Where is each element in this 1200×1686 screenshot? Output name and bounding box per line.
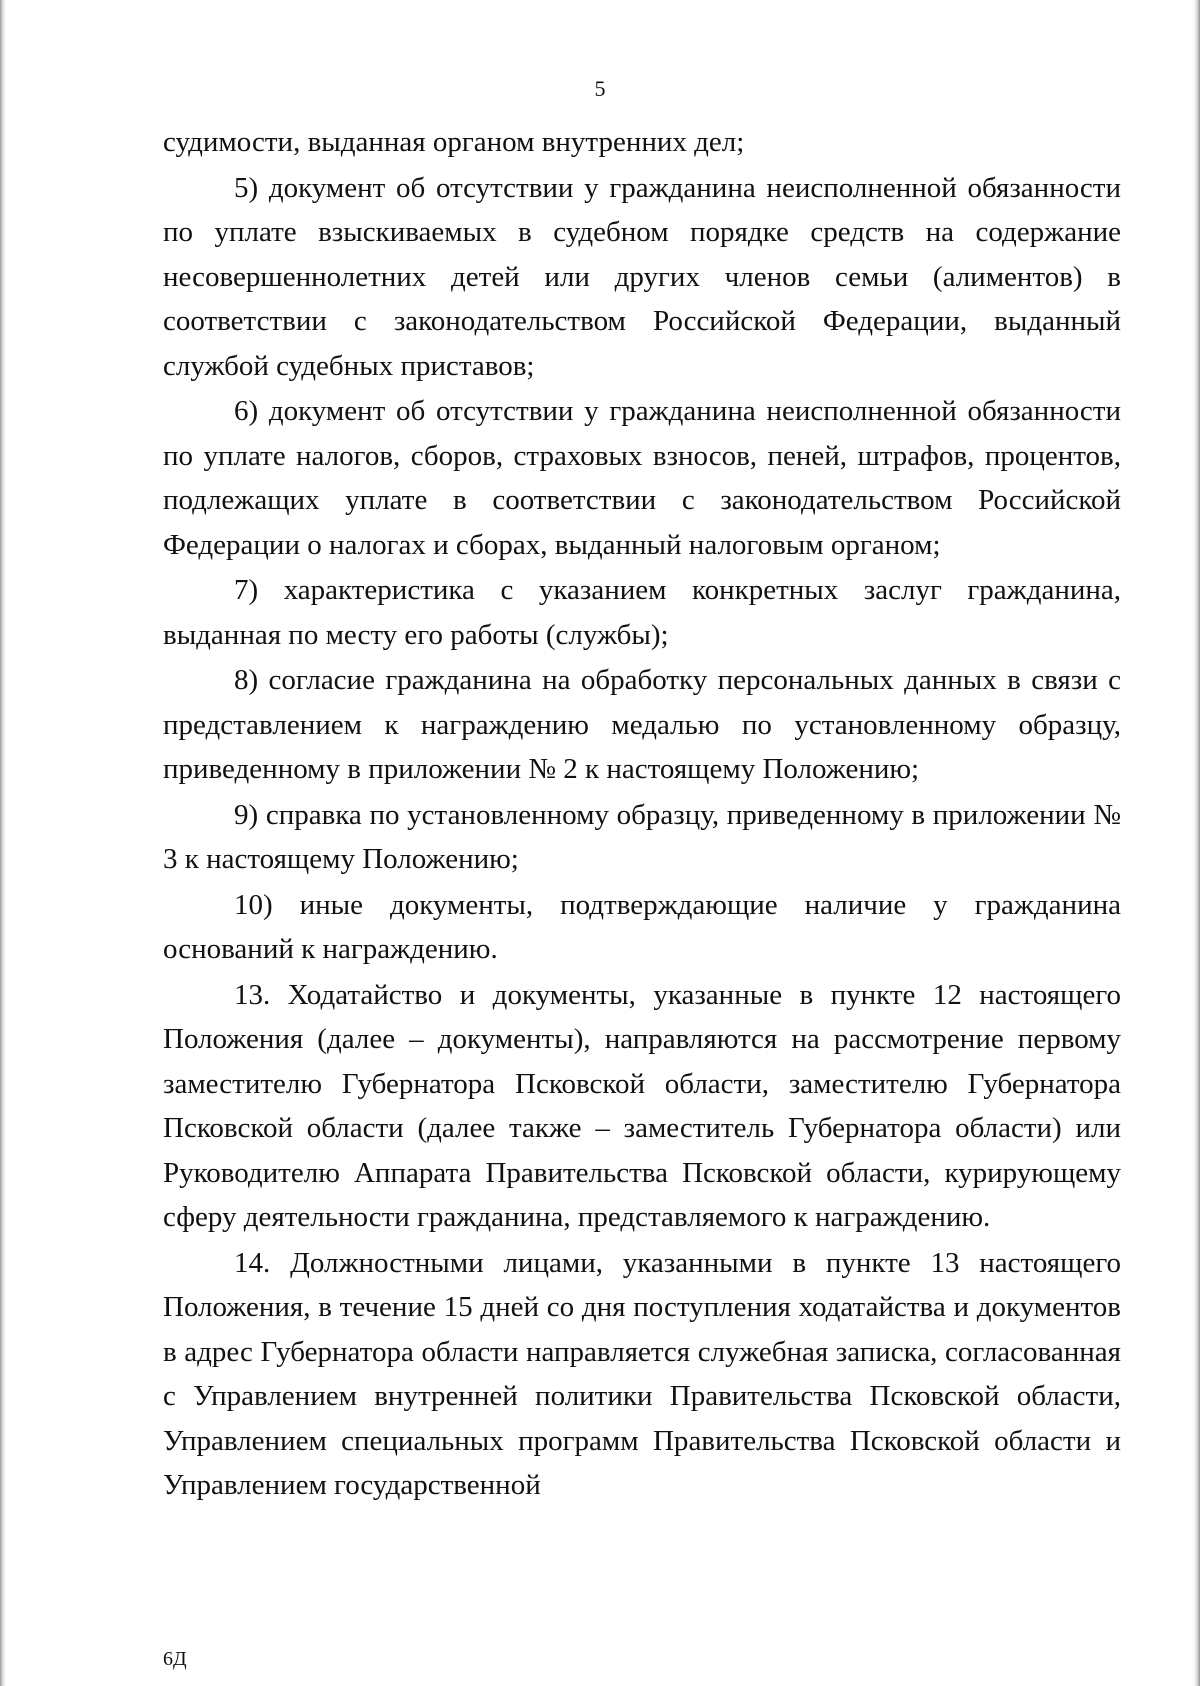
list-item-9: 9) справка по установленному образцу, приведенному в приложении № 3 к настоящему Положению; (163, 798, 1121, 875)
clause-14: 14. Должностными лицами, указанными в пункте 13 настоящего Положения, в течение 15 дней со дня поступления ходатайства и документов в адрес Губернатора области направляется служебная записка, согласованная с Управлением внутренней политики Правительства Псковской области, Управлением специальных программ Правительства Псковской области и Управлением государственной (163, 1246, 1121, 1501)
list-item-7: 7) характеристика с указанием конкретных заслуг гражданина, выданная по месту его работы (службы); (163, 574, 1121, 651)
list-item-10: 10) иные документы, подтверждающие наличие у гражданина оснований к награждению. (163, 888, 1121, 965)
document-body (163, 120, 1121, 1508)
footer-code: 6Д (163, 1648, 187, 1670)
scan-edge-right (1193, 0, 1200, 1686)
paragraph-continuation: судимости, выданная органом внутренних дел; (163, 126, 745, 158)
scan-edge-left (0, 0, 6, 1686)
list-item-6: 6) документ об отсутствии у гражданина неисполненной обязанности по уплате налогов, сборов, страховых взносов, пеней, штрафов, процентов, подлежащих уплате в соответствии с законодательством Российской Федерации о налогах и сборах, выданный налоговым органом; (163, 395, 1121, 561)
clause-13: 13. Ходатайство и документы, указанные в пункте 12 настоящего Положения (далее – документы), направляются на рассмотрение первому заместителю Губернатора Псковской области, заместителю Губернатора Псковской области (далее также – заместитель Губернатора области) или Руководителю Аппарата Правительства Псковской области, курирующему сферу деятельности гражданина, представляемого к награждению. (163, 978, 1121, 1233)
page-number: 5 (594, 76, 606, 101)
list-item-5: 5) документ об отсутствии у гражданина неисполненной обязанности по уплате взыскиваемых в судебном порядке средств на содержание несовершеннолетних детей или других членов семьи (алиментов) в соответствии с законодательством Российской Федерации, выданный службой судебных приставов; (163, 171, 1121, 382)
list-item-8: 8) согласие гражданина на обработку персональных данных в связи с представлением к награждению медалью по установленному образцу, приведенному в приложении № 2 к настоящему Положению; (163, 664, 1121, 785)
